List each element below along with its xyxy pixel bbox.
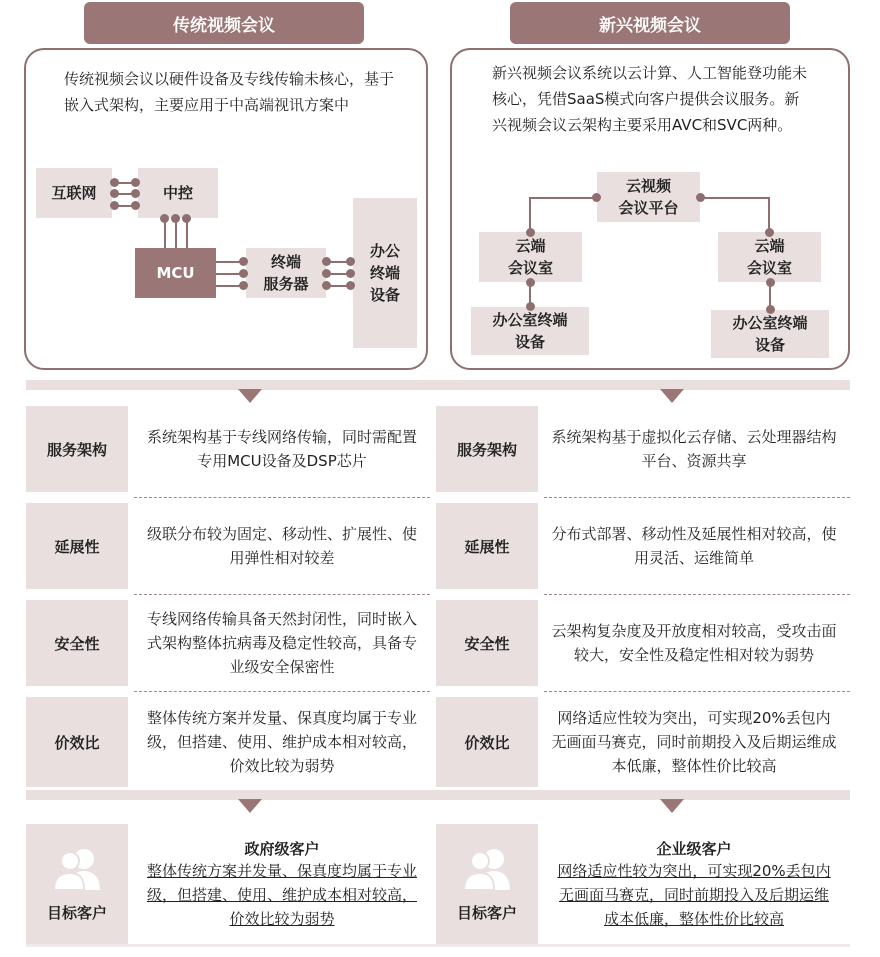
target-left-text: 整体传统方案并发量、保真度均属于专业级，但搭建、使用、维护成本相对较高，价效比较为弱势 xyxy=(146,862,417,928)
row-label-architecture-right: 服务架构 xyxy=(436,406,538,492)
office-device-box: 办公 终端 设备 xyxy=(353,198,417,348)
down-arrow-icon xyxy=(238,389,262,403)
cloud-room-right-box: 云端 会议室 xyxy=(718,232,821,282)
row-right-scalability: 分布式部署、移动性及延展性相对较高，使用灵活、运维简单 xyxy=(551,525,837,567)
target-right-text: 网络适应性较为突出，可实现20%丢包内无画面马赛克，同时前期投入及后期运维成本低廉，整体性价比较高 xyxy=(557,862,831,928)
terminal-server-box: 终端 服务器 xyxy=(246,248,326,298)
row-label-scalability: 延展性 xyxy=(26,503,128,589)
row-left-value: 整体传统方案并发量、保真度均属于专业级，但搭建、使用、维护成本相对较高，价效比较为弱势 xyxy=(146,709,417,775)
row-right-architecture: 系统架构基于虚拟化云存储、云处理器结构平台、资源共享 xyxy=(551,428,837,470)
row-label-value-right: 价效比 xyxy=(436,697,538,787)
row-label-security-right: 安全性 xyxy=(436,600,538,686)
row-left-scalability: 级联分布较为固定、移动性、扩展性、使用弹性相对较差 xyxy=(146,525,417,567)
target-right-title: 企业级客户 xyxy=(656,840,732,858)
row-label-scalability-right: 延展性 xyxy=(436,503,538,589)
row-right-security: 云架构复杂度及开放度相对较高，受攻击面较大，安全性及稳定性相对较为弱势 xyxy=(551,622,837,664)
cloud-room-left-box: 云端 会议室 xyxy=(479,232,582,282)
target-left-title: 政府级客户 xyxy=(244,840,320,858)
target-right xyxy=(544,824,844,944)
row-right-value: 网络适应性较为突出，可实现20%丢包内无画面马赛克，同时前期投入及后期运维成本低廉，整体性价比较高 xyxy=(551,709,837,775)
cloud-platform-box: 云视频 会议平台 xyxy=(597,172,700,222)
divider-band-top xyxy=(26,380,850,390)
right-description: 新兴视频会议系统以云计算、人工智能登功能未核心，凭借SaaS模式向客户提供会议服务。新兴视频会议云架构主要采用AVC和SVC两种。 xyxy=(492,64,808,134)
target-label-left: 目标客户 xyxy=(26,824,128,944)
divider-band-bottom xyxy=(26,790,850,800)
row-label-value: 价效比 xyxy=(26,697,128,787)
left-description: 传统视频会议以硬件设备及专线传输未核心，基于嵌入式架构，主要应用于中高端视讯方案中 xyxy=(64,70,395,114)
down-arrow-icon xyxy=(660,799,684,813)
down-arrow-icon xyxy=(660,389,684,403)
internet-box: 互联网 xyxy=(36,168,112,218)
target-left xyxy=(134,824,430,944)
users-icon xyxy=(50,846,104,892)
row-label-security: 安全性 xyxy=(26,600,128,686)
row-label-architecture: 服务架构 xyxy=(26,406,128,492)
left-header: 传统视频会议 xyxy=(84,2,364,44)
right-header: 新兴视频会议 xyxy=(510,2,790,44)
row-left-architecture: 系统架构基于专线网络传输，同时需配置专用MCU设备及DSP芯片 xyxy=(146,428,417,470)
users-icon xyxy=(460,846,514,892)
row-left-security: 专线网络传输具备天然封闭性，同时嵌入式架构整体抗病毒及稳定性较高，具备专业级安全保密性 xyxy=(146,610,417,676)
mcu-box: MCU xyxy=(135,248,216,298)
down-arrow-icon xyxy=(238,799,262,813)
central-control-box: 中控 xyxy=(138,168,218,218)
target-label-right: 目标客户 xyxy=(436,824,538,944)
office-terminal-left-box: 办公室终端 设备 xyxy=(471,307,589,355)
office-terminal-right-box: 办公室终端 设备 xyxy=(711,310,829,358)
